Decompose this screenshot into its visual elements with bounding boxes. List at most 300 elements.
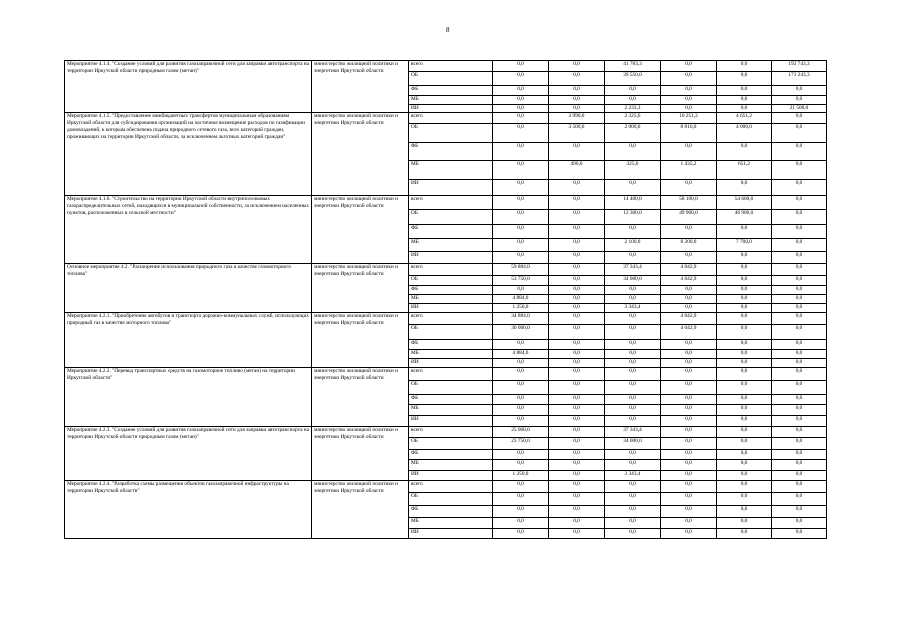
value-cell: 0,0: [772, 286, 827, 295]
value-cell: 0,0: [661, 529, 717, 539]
funding-source: ФБ: [409, 286, 493, 295]
value-cell: 0,0: [605, 395, 661, 405]
value-cell: 0,0: [661, 450, 717, 460]
value-cell: 0,0: [661, 471, 717, 481]
value-cell: 0,0: [493, 460, 549, 471]
value-cell: 0,0: [493, 529, 549, 539]
value-cell: 0,0: [717, 481, 772, 493]
activity-name: Мероприятие 4.1.4. "Создание условий для развития газозаправочной сети для заправки автотранспорта на территории Иркутской области природным газом (метан)": [65, 61, 312, 113]
value-cell: 0,0: [493, 161, 549, 180]
value-cell: 0,0: [661, 493, 717, 506]
funding-source: МБ: [409, 161, 493, 180]
value-cell: 0,0: [661, 350, 717, 359]
value-cell: 0,0: [549, 506, 605, 518]
value-cell: 0,0: [661, 460, 717, 471]
value-cell: 2 233,3: [605, 105, 661, 113]
value-cell: 59 884,0: [493, 264, 549, 276]
value-cell: 0,0: [661, 340, 717, 350]
value-cell: 0,0: [661, 143, 717, 161]
value-cell: 0,0: [605, 313, 661, 325]
executor-cell: министерство жилищной политики и энергетики Иркутской области: [312, 313, 409, 368]
value-cell: 0,0: [549, 350, 605, 359]
value-cell: 0,0: [605, 529, 661, 539]
value-cell: 0,0: [772, 405, 827, 416]
funding-source: всего: [409, 113, 493, 124]
value-cell: 0,0: [549, 313, 605, 325]
value-cell: 0,0: [605, 460, 661, 471]
value-cell: 4 884,0: [493, 350, 549, 359]
value-cell: 0,0: [549, 518, 605, 529]
value-cell: 651,2: [717, 161, 772, 180]
value-cell: 2 325,6: [605, 113, 661, 124]
value-cell: 0,0: [549, 438, 605, 450]
table-row: [65, 481, 827, 493]
value-cell: 21 500,0: [772, 105, 827, 113]
value-cell: 0,0: [772, 350, 827, 359]
value-cell: 0,0: [549, 72, 605, 86]
value-cell: 0,0: [661, 86, 717, 96]
value-cell: 0,0: [661, 304, 717, 313]
value-cell: 0,0: [772, 225, 827, 239]
executor-cell: министерство жилищной политики и энергетики Иркутской области: [312, 264, 409, 313]
value-cell: 0,0: [772, 161, 827, 180]
activity-name: Мероприятие 4.2.1. "Приобретение автобусов и транспорта дорожно-коммунальных служб, использующих природный газ в качестве моторного топлива": [65, 313, 312, 368]
value-cell: 0,0: [717, 460, 772, 471]
value-cell: 0,0: [717, 96, 772, 105]
value-cell: 0,0: [661, 72, 717, 86]
value-cell: 0,0: [605, 225, 661, 239]
value-cell: 37 343,4: [605, 427, 661, 438]
value-cell: 0,0: [661, 506, 717, 518]
value-cell: 0,0: [772, 493, 827, 506]
value-cell: 0,0: [549, 325, 605, 340]
value-cell: 0,0: [661, 225, 717, 239]
value-cell: 0,0: [605, 86, 661, 96]
value-cell: 0,0: [549, 529, 605, 539]
value-cell: 0,0: [605, 180, 661, 196]
funding-source: ФБ: [409, 143, 493, 161]
activity-name: Мероприятие 4.1.6. "Строительство на территории Иркутской области внутрипоселковых газораспределительных сетей, находящихся в муниципальной собственности, за исключением населенных пунктов, расположенных в сельской местности": [65, 196, 312, 264]
value-cell: 192 743,3: [772, 61, 827, 72]
funding-source: ФБ: [409, 225, 493, 239]
value-cell: 0,0: [717, 427, 772, 438]
funding-source: ОБ: [409, 210, 493, 225]
value-cell: 8 816,0: [661, 124, 717, 143]
value-cell: 0,0: [493, 252, 549, 264]
table-row: [65, 196, 827, 210]
value-cell: 3 343,4: [605, 304, 661, 313]
value-cell: 58 100,0: [661, 196, 717, 210]
value-cell: 0,0: [493, 196, 549, 210]
value-cell: 0,0: [772, 340, 827, 350]
value-cell: 0,0: [493, 481, 549, 493]
value-cell: 0,0: [493, 518, 549, 529]
value-cell: 0,0: [549, 196, 605, 210]
value-cell: 0,0: [661, 61, 717, 72]
funding-source: ИИ: [409, 304, 493, 313]
value-cell: 0,0: [605, 518, 661, 529]
value-cell: 0,0: [717, 395, 772, 405]
value-cell: 0,0: [717, 381, 772, 395]
value-cell: 46 900,0: [717, 210, 772, 225]
value-cell: 0,0: [661, 359, 717, 368]
value-cell: 0,0: [549, 264, 605, 276]
value-cell: 0,0: [772, 96, 827, 105]
funding-source: ОБ: [409, 124, 493, 143]
value-cell: 0,0: [493, 96, 549, 105]
value-cell: 0,0: [549, 276, 605, 286]
value-cell: 0,0: [493, 381, 549, 395]
value-cell: 0,0: [717, 105, 772, 113]
funding-source: всего: [409, 368, 493, 381]
value-cell: 34 000,0: [605, 438, 661, 450]
funding-source: ОБ: [409, 325, 493, 340]
value-cell: 0,0: [772, 196, 827, 210]
funding-source: всего: [409, 313, 493, 325]
value-cell: 0,0: [772, 264, 827, 276]
value-cell: 0,0: [717, 368, 772, 381]
value-cell: 0,0: [549, 460, 605, 471]
value-cell: 0,0: [549, 493, 605, 506]
value-cell: 0,0: [772, 86, 827, 96]
executor-cell: министерство жилищной политики и энергетики Иркутской области: [312, 61, 409, 113]
funding-source: ИИ: [409, 416, 493, 427]
value-cell: 0,0: [549, 395, 605, 405]
value-cell: 0,0: [493, 416, 549, 427]
value-cell: 0,0: [605, 368, 661, 381]
budget-table: [64, 60, 827, 539]
value-cell: 3 343,4: [605, 471, 661, 481]
table-row: [65, 368, 827, 381]
value-cell: 0,0: [717, 529, 772, 539]
value-cell: 0,0: [772, 239, 827, 252]
value-cell: 4 884,0: [493, 295, 549, 304]
funding-source: всего: [409, 481, 493, 493]
value-cell: 0,0: [717, 471, 772, 481]
funding-source: ОБ: [409, 438, 493, 450]
value-cell: 0,0: [549, 340, 605, 350]
value-cell: 0,0: [493, 225, 549, 239]
value-cell: 0,0: [605, 143, 661, 161]
activity-name: Мероприятие 4.2.3. "Создание условий для развития газозаправочной сети для заправки автотранспорта на территории Иркутской области природным газом (метан)": [65, 427, 312, 481]
value-cell: 14 400,0: [605, 196, 661, 210]
value-cell: 0,0: [717, 304, 772, 313]
value-cell: 0,0: [493, 105, 549, 113]
value-cell: 0,0: [493, 405, 549, 416]
value-cell: 0,0: [772, 518, 827, 529]
value-cell: 0,0: [605, 381, 661, 395]
value-cell: 0,0: [549, 96, 605, 105]
value-cell: 0,0: [772, 395, 827, 405]
value-cell: 0,0: [493, 340, 549, 350]
value-cell: 0,0: [772, 438, 827, 450]
value-cell: 0,0: [549, 86, 605, 96]
value-cell: 0,0: [549, 359, 605, 368]
table-row: [65, 427, 827, 438]
value-cell: 0,0: [493, 210, 549, 225]
value-cell: 0,0: [605, 416, 661, 427]
value-cell: 0,0: [493, 239, 549, 252]
value-cell: 0,0: [605, 506, 661, 518]
funding-source: ИИ: [409, 252, 493, 264]
value-cell: 0,0: [605, 295, 661, 304]
value-cell: 0,0: [549, 481, 605, 493]
value-cell: 0,0: [493, 506, 549, 518]
value-cell: 0,0: [661, 381, 717, 395]
value-cell: 0,0: [549, 105, 605, 113]
value-cell: 0,0: [549, 427, 605, 438]
funding-source: ИИ: [409, 105, 493, 113]
value-cell: 0,0: [717, 143, 772, 161]
funding-source: ФБ: [409, 395, 493, 405]
value-cell: 0,0: [772, 210, 827, 225]
value-cell: 490,0: [549, 161, 605, 180]
table-row: [65, 61, 827, 72]
funding-source: МБ: [409, 96, 493, 105]
value-cell: 0,0: [661, 405, 717, 416]
value-cell: 8 200,0: [661, 239, 717, 252]
value-cell: 0,0: [772, 359, 827, 368]
value-cell: 0,0: [549, 239, 605, 252]
value-cell: 0,0: [493, 395, 549, 405]
value-cell: 0,0: [493, 143, 549, 161]
value-cell: 0,0: [772, 427, 827, 438]
value-cell: 0,0: [605, 340, 661, 350]
value-cell: 0,0: [549, 210, 605, 225]
value-cell: 0,0: [772, 506, 827, 518]
value-cell: 0,0: [661, 286, 717, 295]
page-number: 8: [446, 26, 450, 34]
executor-cell: министерство жилищной политики и энергетики Иркутской области: [312, 113, 409, 196]
value-cell: 0,0: [772, 295, 827, 304]
funding-source: ОБ: [409, 276, 493, 286]
value-cell: 0,0: [717, 518, 772, 529]
value-cell: 0,0: [605, 252, 661, 264]
value-cell: 4 042,9: [661, 325, 717, 340]
value-cell: 0,0: [661, 105, 717, 113]
value-cell: 0,0: [661, 295, 717, 304]
value-cell: 41 783,3: [605, 61, 661, 72]
value-cell: 0,0: [605, 350, 661, 359]
value-cell: 0,0: [772, 113, 827, 124]
funding-source: ФБ: [409, 450, 493, 460]
value-cell: 0,0: [605, 493, 661, 506]
value-cell: 0,0: [661, 180, 717, 196]
value-cell: 0,0: [717, 438, 772, 450]
funding-source: ФБ: [409, 506, 493, 518]
funding-source: ОБ: [409, 72, 493, 86]
value-cell: 1 250,0: [493, 471, 549, 481]
value-cell: 0,0: [717, 180, 772, 196]
value-cell: 0,0: [661, 368, 717, 381]
funding-source: ФБ: [409, 340, 493, 350]
value-cell: 0,0: [605, 481, 661, 493]
value-cell: 4 042,9: [661, 313, 717, 325]
value-cell: 0,0: [772, 381, 827, 395]
value-cell: 2 000,0: [605, 124, 661, 143]
value-cell: 0,0: [772, 529, 827, 539]
value-cell: 0,0: [493, 286, 549, 295]
funding-source: МБ: [409, 239, 493, 252]
table-row: [65, 313, 827, 325]
value-cell: 2 100,0: [605, 239, 661, 252]
value-cell: 12 300,0: [605, 210, 661, 225]
value-cell: 0,0: [717, 325, 772, 340]
value-cell: 0,0: [772, 368, 827, 381]
value-cell: 0,0: [549, 368, 605, 381]
value-cell: 0,0: [717, 61, 772, 72]
value-cell: 0,0: [717, 350, 772, 359]
funding-source: всего: [409, 264, 493, 276]
value-cell: 0,0: [661, 96, 717, 105]
funding-source: ОБ: [409, 381, 493, 395]
value-cell: 0,0: [717, 264, 772, 276]
value-cell: 0,0: [493, 61, 549, 72]
value-cell: 37 343,4: [605, 264, 661, 276]
value-cell: 23 750,0: [493, 438, 549, 450]
value-cell: 0,0: [549, 143, 605, 161]
value-cell: 0,0: [772, 450, 827, 460]
value-cell: 0,0: [661, 427, 717, 438]
value-cell: 0,0: [549, 450, 605, 460]
funding-source: ИИ: [409, 529, 493, 539]
value-cell: 0,0: [717, 295, 772, 304]
activity-name: Мероприятие 4.2.4. "Разработка схемы размещения объектов газозаправочной инфраструктуры на территории Иркутской области": [65, 481, 312, 539]
value-cell: 0,0: [605, 325, 661, 340]
value-cell: 0,0: [717, 276, 772, 286]
value-cell: 0,0: [493, 72, 549, 86]
value-cell: 0,0: [772, 143, 827, 161]
value-cell: 0,0: [772, 313, 827, 325]
value-cell: 0,0: [661, 518, 717, 529]
value-cell: 0,0: [717, 72, 772, 86]
funding-source: ИИ: [409, 471, 493, 481]
value-cell: 0,0: [493, 359, 549, 368]
value-cell: 34 884,0: [493, 313, 549, 325]
executor-cell: министерство жилищной политики и энергетики Иркутской области: [312, 481, 409, 539]
value-cell: 0,0: [717, 313, 772, 325]
value-cell: 0,0: [493, 450, 549, 460]
value-cell: 0,0: [717, 340, 772, 350]
value-cell: 0,0: [549, 304, 605, 313]
value-cell: 1 435,2: [661, 161, 717, 180]
value-cell: 4 042,9: [661, 264, 717, 276]
value-cell: 0,0: [493, 493, 549, 506]
value-cell: 0,0: [549, 286, 605, 295]
funding-source: МБ: [409, 350, 493, 359]
value-cell: 0,0: [549, 405, 605, 416]
funding-source: МБ: [409, 295, 493, 304]
value-cell: 3 990,0: [549, 113, 605, 124]
value-cell: 4 042,9: [661, 276, 717, 286]
value-cell: 0,0: [772, 325, 827, 340]
value-cell: 0,0: [549, 252, 605, 264]
value-cell: 0,0: [717, 286, 772, 295]
funding-source: всего: [409, 427, 493, 438]
value-cell: 0,0: [605, 96, 661, 105]
value-cell: 53 750,0: [493, 276, 549, 286]
value-cell: 7 700,0: [717, 239, 772, 252]
value-cell: 10 251,2: [661, 113, 717, 124]
value-cell: 0,0: [717, 405, 772, 416]
value-cell: 325,6: [605, 161, 661, 180]
value-cell: 0,0: [661, 252, 717, 264]
value-cell: 0,0: [661, 438, 717, 450]
executor-cell: министерство жилищной политики и энергетики Иркутской области: [312, 196, 409, 264]
value-cell: 0,0: [493, 86, 549, 96]
value-cell: 0,0: [661, 416, 717, 427]
funding-source: МБ: [409, 405, 493, 416]
funding-source: ИИ: [409, 359, 493, 368]
value-cell: 0,0: [605, 359, 661, 368]
value-cell: 3 500,0: [549, 124, 605, 143]
value-cell: 54 600,0: [717, 196, 772, 210]
value-cell: 0,0: [717, 359, 772, 368]
value-cell: 0,0: [772, 180, 827, 196]
table-row: [65, 113, 827, 124]
activity-name: Основное мероприятие 4.2. "Расширение использования природного газа в качестве газомоторного топлива": [65, 264, 312, 313]
value-cell: 0,0: [772, 416, 827, 427]
value-cell: 25 000,0: [493, 427, 549, 438]
value-cell: 1 250,0: [493, 304, 549, 313]
activity-name: Мероприятие 4.1.5. "Предоставление межбюджетных трансфертов муниципальным образованиям Иркутской области для субсидирования организаций на частичное возмещение расходов по газификации домовладений, к которым обеспечена подача природного сетевого газа, всех категорий граждан, проживающих на территории Иркутской области, за исключением льготных категорий граждан": [65, 113, 312, 196]
funding-source: МБ: [409, 460, 493, 471]
activity-name: Мероприятие 4.2.2. "Перевод транспортных средств на газомоторное топливо (метан) на территории Иркутской области": [65, 368, 312, 427]
value-cell: 0,0: [772, 276, 827, 286]
value-cell: 49 900,0: [661, 210, 717, 225]
value-cell: 0,0: [772, 460, 827, 471]
value-cell: 0,0: [549, 381, 605, 395]
value-cell: 0,0: [717, 506, 772, 518]
value-cell: 0,0: [772, 304, 827, 313]
value-cell: 0,0: [493, 113, 549, 124]
value-cell: 0,0: [772, 252, 827, 264]
funding-source: ИИ: [409, 180, 493, 196]
funding-source: всего: [409, 196, 493, 210]
value-cell: 39 550,0: [605, 72, 661, 86]
value-cell: 0,0: [717, 225, 772, 239]
funding-source: ОБ: [409, 493, 493, 506]
value-cell: 4 000,0: [717, 124, 772, 143]
value-cell: 0,0: [493, 124, 549, 143]
value-cell: 0,0: [717, 416, 772, 427]
value-cell: 0,0: [549, 180, 605, 196]
value-cell: 0,0: [549, 225, 605, 239]
executor-cell: министерство жилищной политики и энергетики Иркутской области: [312, 427, 409, 481]
value-cell: 34 000,0: [605, 276, 661, 286]
value-cell: 0,0: [549, 416, 605, 427]
value-cell: 30 000,0: [493, 325, 549, 340]
value-cell: 0,0: [661, 481, 717, 493]
funding-source: ФБ: [409, 86, 493, 96]
value-cell: 0,0: [493, 368, 549, 381]
value-cell: 0,0: [717, 86, 772, 96]
value-cell: 0,0: [772, 481, 827, 493]
value-cell: 171 243,3: [772, 72, 827, 86]
value-cell: 4 651,2: [717, 113, 772, 124]
table-row: [65, 264, 827, 276]
value-cell: 0,0: [772, 124, 827, 143]
value-cell: 0,0: [772, 471, 827, 481]
funding-source: всего: [409, 61, 493, 72]
value-cell: 0,0: [549, 295, 605, 304]
value-cell: 0,0: [605, 450, 661, 460]
value-cell: 0,0: [717, 450, 772, 460]
value-cell: 0,0: [549, 471, 605, 481]
value-cell: 0,0: [549, 61, 605, 72]
value-cell: 0,0: [605, 405, 661, 416]
funding-source: МБ: [409, 518, 493, 529]
